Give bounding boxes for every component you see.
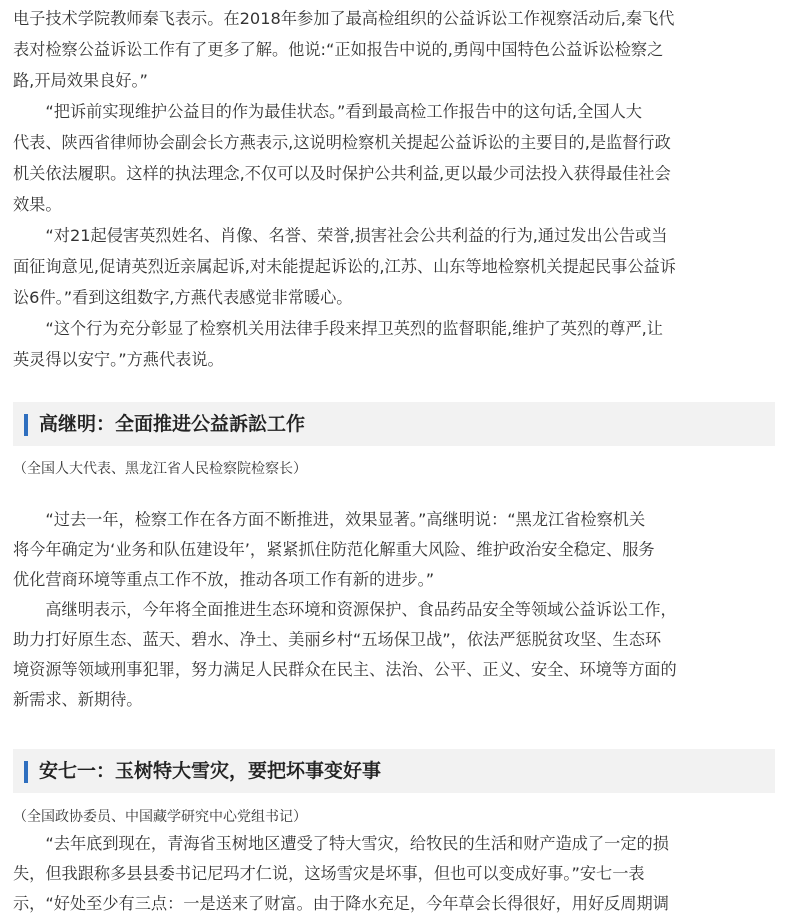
section-accent-bar (24, 414, 28, 436)
body-line: 新需求、新期待。 (13, 690, 143, 709)
section-accent-bar (24, 761, 28, 783)
section-caption: （全国政协委员、中国藏学研究中心党组书记） (13, 809, 307, 825)
body-line: 讼6件。”看到这组数字,方燕代表感觉非常暖心。 (13, 288, 353, 307)
body-line: 助力打好原生态、蓝天、碧水、净土、美丽乡村“五场保卫战”，依法严惩脱贫攻坚、生态环 (13, 630, 662, 649)
body-line: “对21起侵害英烈姓名、肖像、名誉、荣誉,损害社会公共利益的行为,通过发出公告或当 (13, 226, 668, 245)
body-line: 表对检察公益诉讼工作有了更多了解。他说:“正如报告中说的,勇闯中国特色公益诉讼检察之 (13, 40, 664, 59)
body-line: 示，“好处至少有三点：一是送来了财富。由于降水充足，今年草会长得很好，用好反周期调 (13, 894, 669, 913)
section-title: 安七一：玉树特大雪灾，要把坏事变好事 (39, 760, 382, 782)
body-line: 效果。 (13, 195, 62, 214)
body-line: 失，但我跟称多县县委书记尼玛才仁说，这场雪灾是坏事，但也可以变成好事。”安七一表 (13, 864, 645, 883)
section-heading-an (13, 749, 775, 793)
body-line: 电子技术学院教师秦飞表示。在2018年参加了最高检组织的公益诉讼工作视察活动后,秦飞代 (13, 9, 675, 28)
body-line: “这个行为充分彰显了检察机关用法律手段来捍卫英烈的监督职能,维护了英烈的尊严,让 (13, 319, 663, 338)
body-line: 代表、陕西省律师协会副会长方燕表示,这说明检察机关提起公益诉讼的主要目的,是监督行政 (13, 133, 671, 152)
body-line: 将今年确定为‘业务和队伍建设年’，紧紧抓住防范化解重大风险、维护政治安全稳定、服务 (13, 540, 655, 559)
section-caption: （全国人大代表、黑龙江省人民检察院检察长） (13, 461, 307, 477)
body-line: “去年底到现在，青海省玉树地区遭受了特大雪灾，给牧民的生活和财产造成了一定的损 (13, 834, 669, 853)
body-line: “把诉前实现维护公益目的作为最佳状态。”看到最高检工作报告中的这句话,全国人大 (13, 102, 642, 121)
body-line: 机关依法履职。这样的执法理念,不仅可以及时保护公共利益,更以最少司法投入获得最佳社会 (13, 164, 671, 183)
body-line: 优化营商环境等重点工作不放，推动各项工作有新的进步。” (13, 570, 435, 589)
body-line: 面征询意见,促请英烈近亲属起诉,对未能提起诉讼的,江苏、山东等地检察机关提起民事公益诉 (13, 257, 676, 276)
section-title: 高继明：全面推进公益訴訟工作 (39, 413, 306, 435)
body-line: 境资源等领域刑事犯罪，努力满足人民群众在民主、法治、公平、正义、安全、环境等方面的 (13, 660, 677, 679)
section-heading-gao (13, 402, 775, 446)
body-line: 高继明表示，今年将全面推进生态环境和资源保护、食品药品安全等领域公益诉讼工作， (13, 600, 677, 619)
body-line: 路,开局效果良好。” (13, 71, 148, 90)
body-line: 英灵得以安宁。”方燕代表说。 (13, 350, 224, 369)
body-line: “过去一年，检察工作在各方面不断推进，效果显著。”高继明说：“黑龙江省检察机关 (13, 510, 646, 529)
